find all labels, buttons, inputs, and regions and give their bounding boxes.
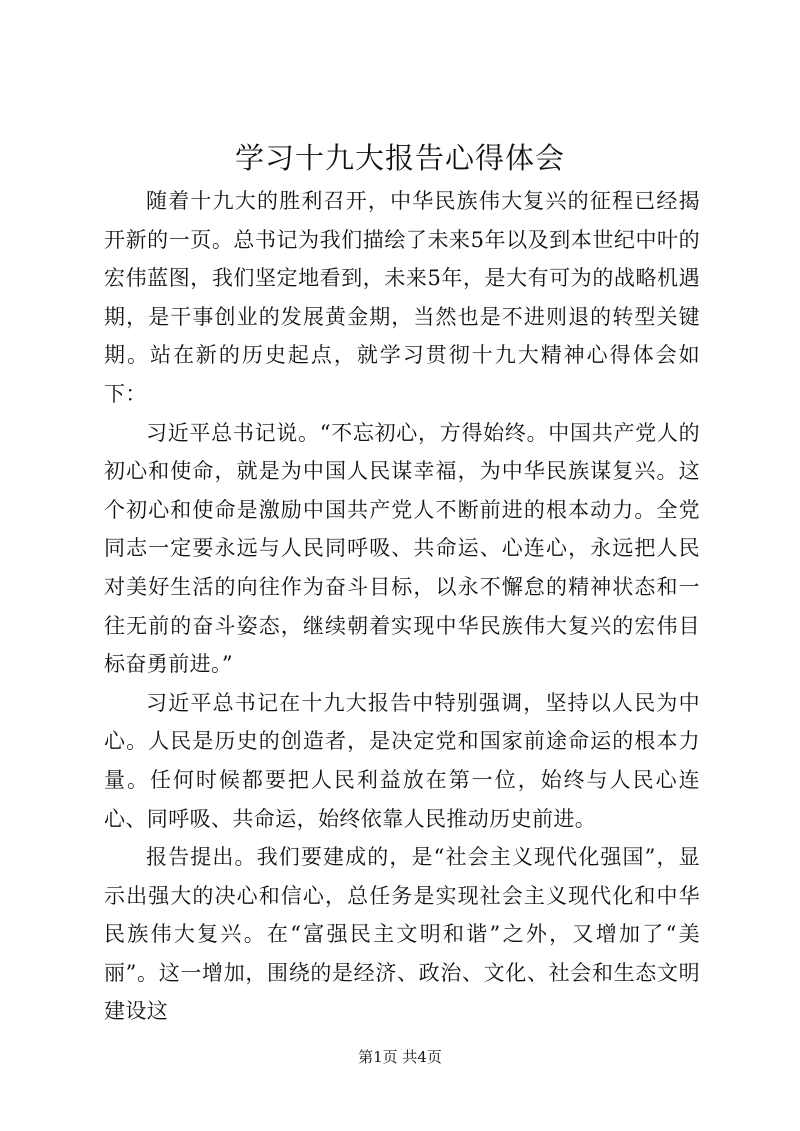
paragraph-2: 习近平总书记说。“不忘初心，方得始终。中国共产党人的初心和使命，就是为中国人民谋幸福，为中华民族谋复兴。这个初心和使命是激励中国共产党人不断前进的根本动力。全党同志一定要永远与人民同呼吸、共命运、心连心，永远把人民对美好生活的向往作为奋斗目标，以永不懈怠的精神状态和一往无前的奋斗姿态，继续朝着实现中华民族伟大复兴的宏伟目标奋勇前进。”: [104, 420, 700, 677]
paragraph-4: 报告提出。我们要建成的，是“社会主义现代化强国”，显示出强大的决心和信心，总任务是实现社会主义现代化和中华民族伟大复兴。在“富强民主文明和谐”之外，又增加了“美丽”。这一增加，围绕的是经济、政治、文化、社会和生态文明建设这: [104, 845, 700, 1024]
paragraph-1: 随着十九大的胜利召开，中华民族伟大复兴的征程已经揭开新的一页。总书记为我们描绘了未来5年以及到本世纪中叶的宏伟蓝图，我们坚定地看到，未来5年，是大有可为的战略机遇期，是干事创业的发展黄金期，当然也是不进则退的转型关键期。站在新的历史起点，就学习贯彻十九大精神心得体会如下：: [104, 189, 700, 406]
paragraph-3: 习近平总书记在十九大报告中特别强调，坚持以人民为中心。人民是历史的创造者，是决定党和国家前途命运的根本力量。任何时候都要把人民利益放在第一位，始终与人民心连心、同呼吸、共命运，始终依靠人民推动历史前进。: [104, 690, 700, 831]
document-body: [104, 182, 700, 1031]
page-footer: 第1页 共4页: [358, 1048, 442, 1066]
document-title: 学习十九大报告心得体会: [234, 141, 565, 175]
